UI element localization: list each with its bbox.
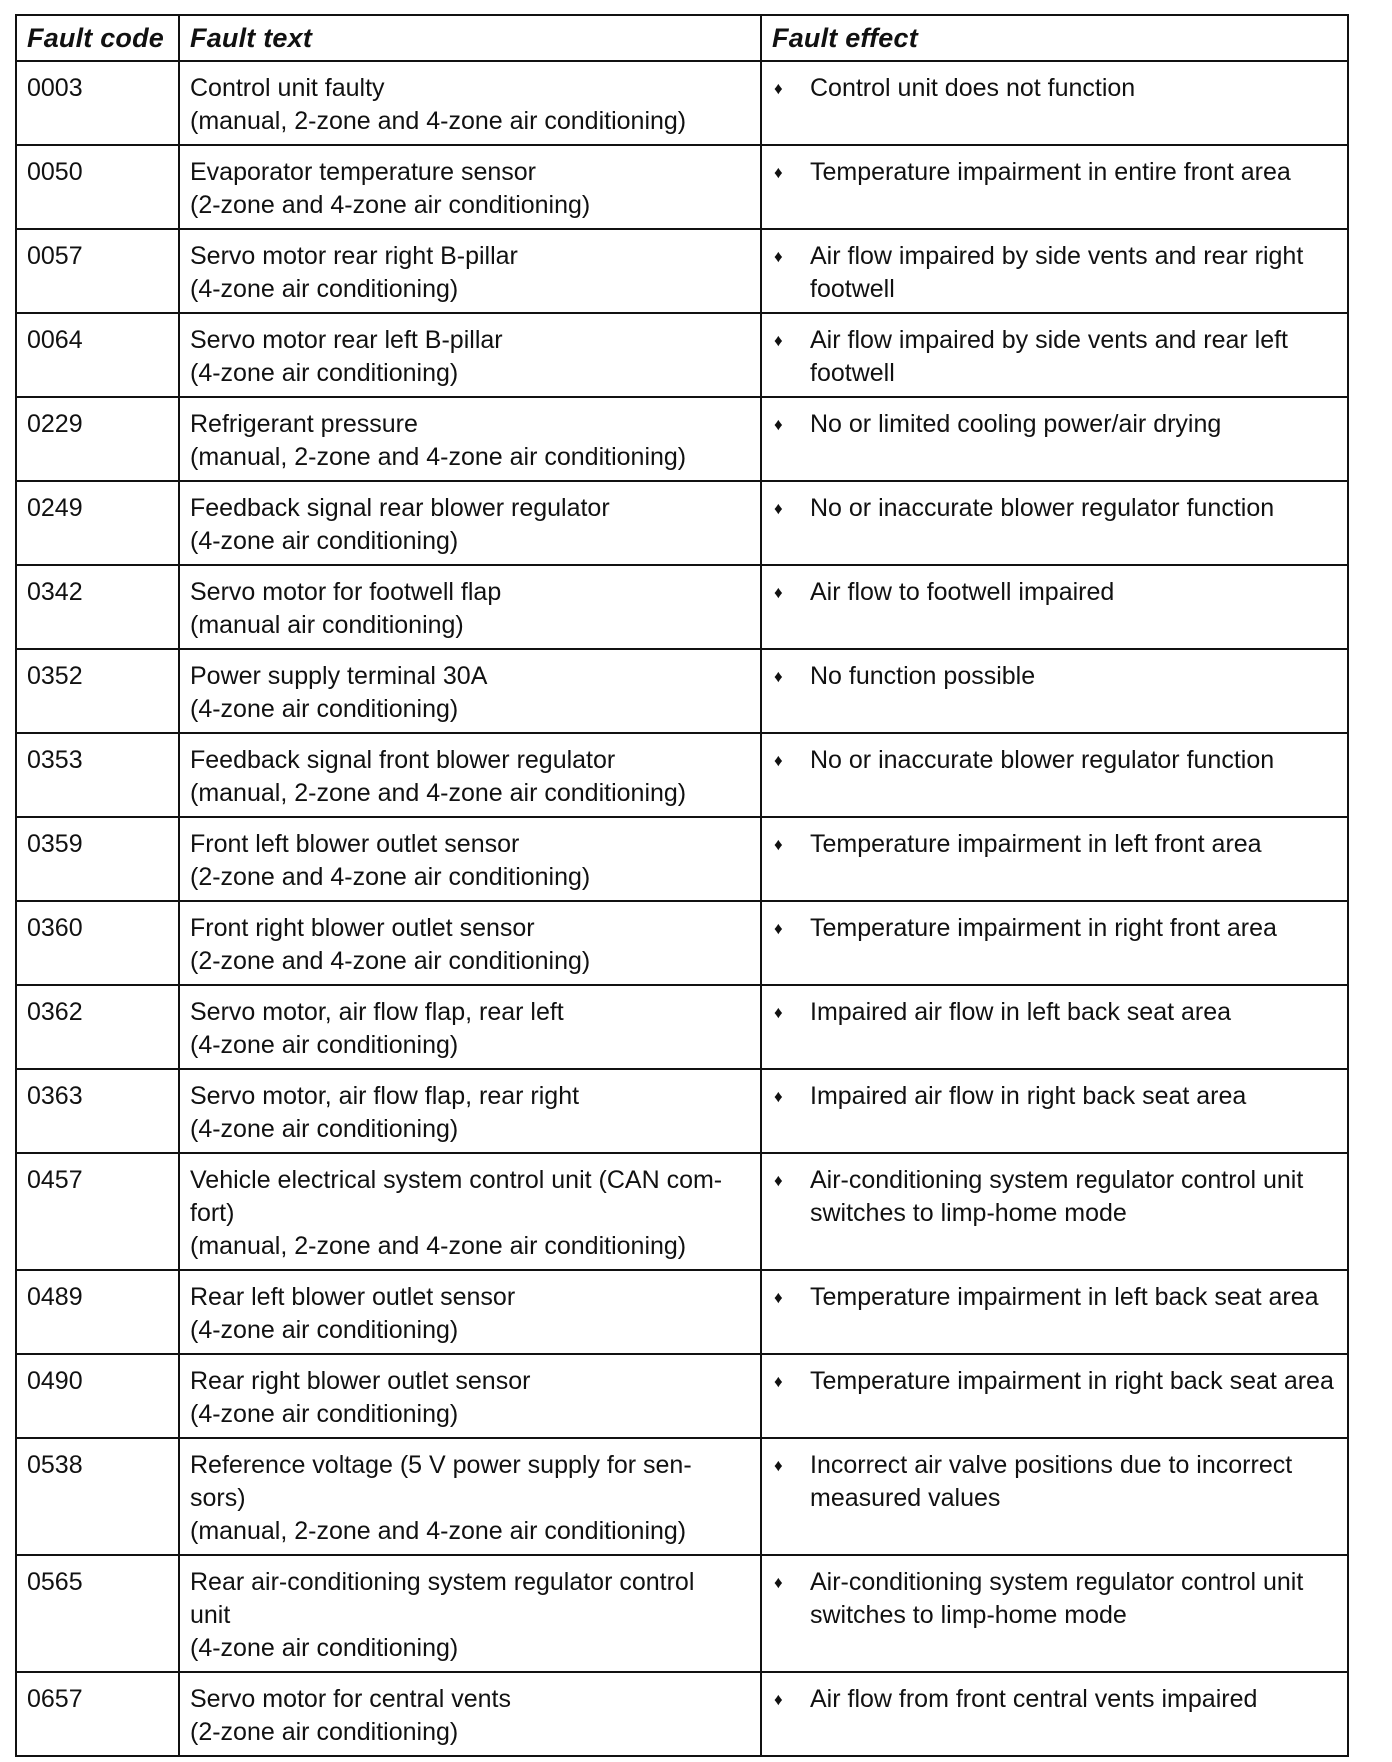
fault-text-line: Servo motor rear right B-pillar <box>190 242 518 270</box>
diamond-bullet-icon: ♦ <box>774 919 783 938</box>
fault-text-line: Rear air-conditioning system regulator control <box>190 1568 695 1596</box>
table-row <box>16 649 1348 733</box>
fault-text-line: (4-zone air conditioning) <box>190 695 459 723</box>
fault-effect-item <box>772 492 1337 525</box>
diamond-bullet-icon: ♦ <box>774 1087 783 1106</box>
fault-effect-text: No or inaccurate blower regulator function <box>810 494 1275 522</box>
table-row <box>16 1438 1348 1555</box>
fault-text-cell <box>179 145 761 229</box>
header-fault-effect: Fault effect <box>761 15 1348 61</box>
fault-effect-cell <box>761 481 1348 565</box>
fault-effect-cell <box>761 61 1348 145</box>
fault-code-cell: 0359 <box>16 817 179 901</box>
table-row <box>16 397 1348 481</box>
fault-text-line: Front left blower outlet sensor <box>190 830 520 858</box>
fault-effect-cell <box>761 649 1348 733</box>
fault-code-cell: 0657 <box>16 1672 179 1756</box>
fault-text-line: (manual, 2-zone and 4-zone air conditioning) <box>190 1232 687 1260</box>
fault-code-cell: 0362 <box>16 985 179 1069</box>
fault-text-line: (4-zone air conditioning) <box>190 1316 459 1344</box>
fault-code-cell: 0003 <box>16 61 179 145</box>
fault-effect-text: Air flow impaired by side vents and rear left footwell <box>810 326 1288 387</box>
fault-text-cell <box>179 1438 761 1555</box>
diamond-bullet-icon: ♦ <box>774 1003 783 1022</box>
fault-effect-text: Air-conditioning system regulator control unit switches to limp-home mode <box>810 1166 1304 1227</box>
fault-text-line: unit <box>190 1601 231 1629</box>
table-row <box>16 1270 1348 1354</box>
fault-effect-cell <box>761 733 1348 817</box>
fault-effect-cell <box>761 1354 1348 1438</box>
fault-effect-cell <box>761 1555 1348 1672</box>
fault-text-line: fort) <box>190 1199 235 1227</box>
fault-text-line: Reference voltage (5 V power supply for sen- <box>190 1451 692 1479</box>
table-row <box>16 733 1348 817</box>
fault-effect-item <box>772 408 1337 441</box>
diamond-bullet-icon: ♦ <box>774 1456 783 1475</box>
fault-code-table <box>15 14 1349 1757</box>
table-row <box>16 1069 1348 1153</box>
fault-effect-text: Control unit does not function <box>810 74 1136 102</box>
header-fault-code: Fault code <box>16 15 179 61</box>
fault-text-line: Feedback signal rear blower regulator <box>190 494 610 522</box>
fault-effect-item <box>772 660 1337 693</box>
fault-text-line: (4-zone air conditioning) <box>190 359 459 387</box>
fault-effect-text: Air-conditioning system regulator control unit switches to limp-home mode <box>810 1568 1304 1629</box>
fault-text-line: Evaporator temperature sensor <box>190 158 537 186</box>
diamond-bullet-icon: ♦ <box>774 1690 783 1709</box>
fault-effect-cell <box>761 901 1348 985</box>
fault-text-line: (4-zone air conditioning) <box>190 275 459 303</box>
fault-text-cell <box>179 1069 761 1153</box>
table-row <box>16 229 1348 313</box>
table-row <box>16 313 1348 397</box>
fault-effect-item <box>772 744 1337 777</box>
fault-text-line: Servo motor rear left B-pillar <box>190 326 503 354</box>
fault-text-line: (2-zone air conditioning) <box>190 1718 459 1746</box>
fault-text-line: Servo motor for footwell flap <box>190 578 502 606</box>
fault-code-cell: 0538 <box>16 1438 179 1555</box>
fault-code-cell: 0360 <box>16 901 179 985</box>
fault-code-cell: 0064 <box>16 313 179 397</box>
fault-text-cell <box>179 61 761 145</box>
fault-effect-text: No or limited cooling power/air drying <box>810 410 1222 438</box>
fault-effect-item <box>772 1683 1337 1716</box>
diamond-bullet-icon: ♦ <box>774 667 783 686</box>
table-row <box>16 1354 1348 1438</box>
diamond-bullet-icon: ♦ <box>774 331 783 350</box>
fault-text-line: Feedback signal front blower regulator <box>190 746 616 774</box>
fault-text-line: Vehicle electrical system control unit (CAN com- <box>190 1166 723 1194</box>
fault-code-cell: 0363 <box>16 1069 179 1153</box>
fault-effect-cell <box>761 145 1348 229</box>
fault-code-cell: 0050 <box>16 145 179 229</box>
fault-text-line: Servo motor, air flow flap, rear left <box>190 998 564 1026</box>
diamond-bullet-icon: ♦ <box>774 583 783 602</box>
fault-effect-item <box>772 996 1337 1029</box>
diamond-bullet-icon: ♦ <box>774 751 783 770</box>
diamond-bullet-icon: ♦ <box>774 835 783 854</box>
diamond-bullet-icon: ♦ <box>774 1573 783 1592</box>
fault-text-cell <box>179 1153 761 1270</box>
header-row <box>16 15 1348 61</box>
fault-text-cell <box>179 229 761 313</box>
fault-effect-item <box>772 1365 1337 1398</box>
fault-text-line: Servo motor, air flow flap, rear right <box>190 1082 580 1110</box>
fault-code-cell: 0490 <box>16 1354 179 1438</box>
fault-effect-text: Air flow from front central vents impaired <box>810 1685 1258 1713</box>
fault-effect-text: Temperature impairment in entire front area <box>810 158 1291 186</box>
fault-effect-item <box>772 1449 1337 1515</box>
fault-effect-cell <box>761 565 1348 649</box>
fault-text-line: (manual, 2-zone and 4-zone air conditioning) <box>190 107 687 135</box>
fault-text-cell <box>179 1354 761 1438</box>
fault-effect-cell <box>761 229 1348 313</box>
fault-effect-text: Temperature impairment in left front area <box>810 830 1262 858</box>
diamond-bullet-icon: ♦ <box>774 1171 783 1190</box>
table-header <box>16 15 1348 61</box>
fault-effect-item <box>772 72 1337 105</box>
fault-text-cell <box>179 985 761 1069</box>
fault-text-line: (4-zone air conditioning) <box>190 527 459 555</box>
fault-code-cell: 0457 <box>16 1153 179 1270</box>
fault-effect-text: Air flow to footwell impaired <box>810 578 1115 606</box>
fault-effect-cell <box>761 817 1348 901</box>
fault-text-cell <box>179 397 761 481</box>
fault-effect-item <box>772 828 1337 861</box>
fault-text-line: (2-zone and 4-zone air conditioning) <box>190 863 591 891</box>
table-row <box>16 565 1348 649</box>
fault-effect-text: Impaired air flow in left back seat area <box>810 998 1232 1026</box>
fault-effect-text: Temperature impairment in right front area <box>810 914 1277 942</box>
fault-text-cell <box>179 817 761 901</box>
fault-text-cell <box>179 565 761 649</box>
fault-code-cell: 0057 <box>16 229 179 313</box>
fault-code-cell: 0229 <box>16 397 179 481</box>
table-row <box>16 985 1348 1069</box>
fault-effect-item <box>772 1566 1337 1632</box>
table-row <box>16 901 1348 985</box>
fault-effect-cell <box>761 1069 1348 1153</box>
fault-text-line: (2-zone and 4-zone air conditioning) <box>190 947 591 975</box>
table-row <box>16 481 1348 565</box>
diamond-bullet-icon: ♦ <box>774 415 783 434</box>
fault-code-cell: 0565 <box>16 1555 179 1672</box>
diamond-bullet-icon: ♦ <box>774 1372 783 1391</box>
fault-effect-item <box>772 324 1337 390</box>
fault-text-line: Front right blower outlet sensor <box>190 914 535 942</box>
table-row <box>16 1555 1348 1672</box>
fault-text-line: sors) <box>190 1484 246 1512</box>
fault-effect-cell <box>761 1672 1348 1756</box>
fault-effect-text: Temperature impairment in left back seat area <box>810 1283 1319 1311</box>
fault-text-line: Power supply terminal 30A <box>190 662 488 690</box>
table-row <box>16 1153 1348 1270</box>
fault-effect-text: Incorrect air valve positions due to incorrect measured values <box>810 1451 1293 1512</box>
fault-code-cell: 0249 <box>16 481 179 565</box>
fault-code-cell: 0489 <box>16 1270 179 1354</box>
fault-text-line: (manual, 2-zone and 4-zone air conditioning) <box>190 1517 687 1545</box>
fault-text-cell <box>179 1270 761 1354</box>
fault-effect-cell <box>761 1270 1348 1354</box>
diamond-bullet-icon: ♦ <box>774 163 783 182</box>
fault-text-line: Servo motor for central vents <box>190 1685 511 1713</box>
fault-effect-text: Temperature impairment in right back seat area <box>810 1367 1334 1395</box>
fault-effect-text: No function possible <box>810 662 1036 690</box>
fault-text-cell <box>179 1672 761 1756</box>
fault-effect-cell <box>761 1153 1348 1270</box>
fault-text-line: (manual air conditioning) <box>190 611 464 639</box>
fault-text-line: (4-zone air conditioning) <box>190 1115 459 1143</box>
diamond-bullet-icon: ♦ <box>774 79 783 98</box>
diamond-bullet-icon: ♦ <box>774 247 783 266</box>
fault-effect-cell <box>761 313 1348 397</box>
fault-text-line: (2-zone and 4-zone air conditioning) <box>190 191 591 219</box>
fault-text-cell <box>179 733 761 817</box>
fault-code-cell: 0353 <box>16 733 179 817</box>
table-row <box>16 817 1348 901</box>
fault-text-cell <box>179 1555 761 1672</box>
fault-effect-item <box>772 1080 1337 1113</box>
fault-effect-item <box>772 156 1337 189</box>
diamond-bullet-icon: ♦ <box>774 1288 783 1307</box>
fault-text-cell <box>179 649 761 733</box>
fault-effect-item <box>772 240 1337 306</box>
fault-text-line: Control unit faulty <box>190 74 385 102</box>
table-body <box>16 61 1348 1756</box>
diamond-bullet-icon: ♦ <box>774 499 783 518</box>
header-fault-text: Fault text <box>179 15 761 61</box>
fault-text-line: (4-zone air conditioning) <box>190 1031 459 1059</box>
fault-text-cell <box>179 901 761 985</box>
fault-effect-text: Air flow impaired by side vents and rear right footwell <box>810 242 1304 303</box>
fault-text-line: Refrigerant pressure <box>190 410 418 438</box>
fault-text-line: Rear left blower outlet sensor <box>190 1283 516 1311</box>
fault-code-cell: 0342 <box>16 565 179 649</box>
fault-effect-item <box>772 1164 1337 1230</box>
fault-effect-item <box>772 576 1337 609</box>
fault-text-cell <box>179 313 761 397</box>
fault-code-cell: 0352 <box>16 649 179 733</box>
fault-effect-cell <box>761 985 1348 1069</box>
fault-text-cell <box>179 481 761 565</box>
table-row <box>16 145 1348 229</box>
fault-effect-item <box>772 912 1337 945</box>
fault-text-line: (manual, 2-zone and 4-zone air conditioning) <box>190 779 687 807</box>
fault-effect-item <box>772 1281 1337 1314</box>
fault-text-line: Rear right blower outlet sensor <box>190 1367 531 1395</box>
fault-effect-cell <box>761 397 1348 481</box>
fault-effect-text: No or inaccurate blower regulator function <box>810 746 1275 774</box>
fault-effect-cell <box>761 1438 1348 1555</box>
fault-effect-text: Impaired air flow in right back seat area <box>810 1082 1247 1110</box>
fault-text-line: (4-zone air conditioning) <box>190 1400 459 1428</box>
table-row <box>16 61 1348 145</box>
fault-text-line: (4-zone air conditioning) <box>190 1634 459 1662</box>
table-row <box>16 1672 1348 1756</box>
fault-text-line: (manual, 2-zone and 4-zone air conditioning) <box>190 443 687 471</box>
